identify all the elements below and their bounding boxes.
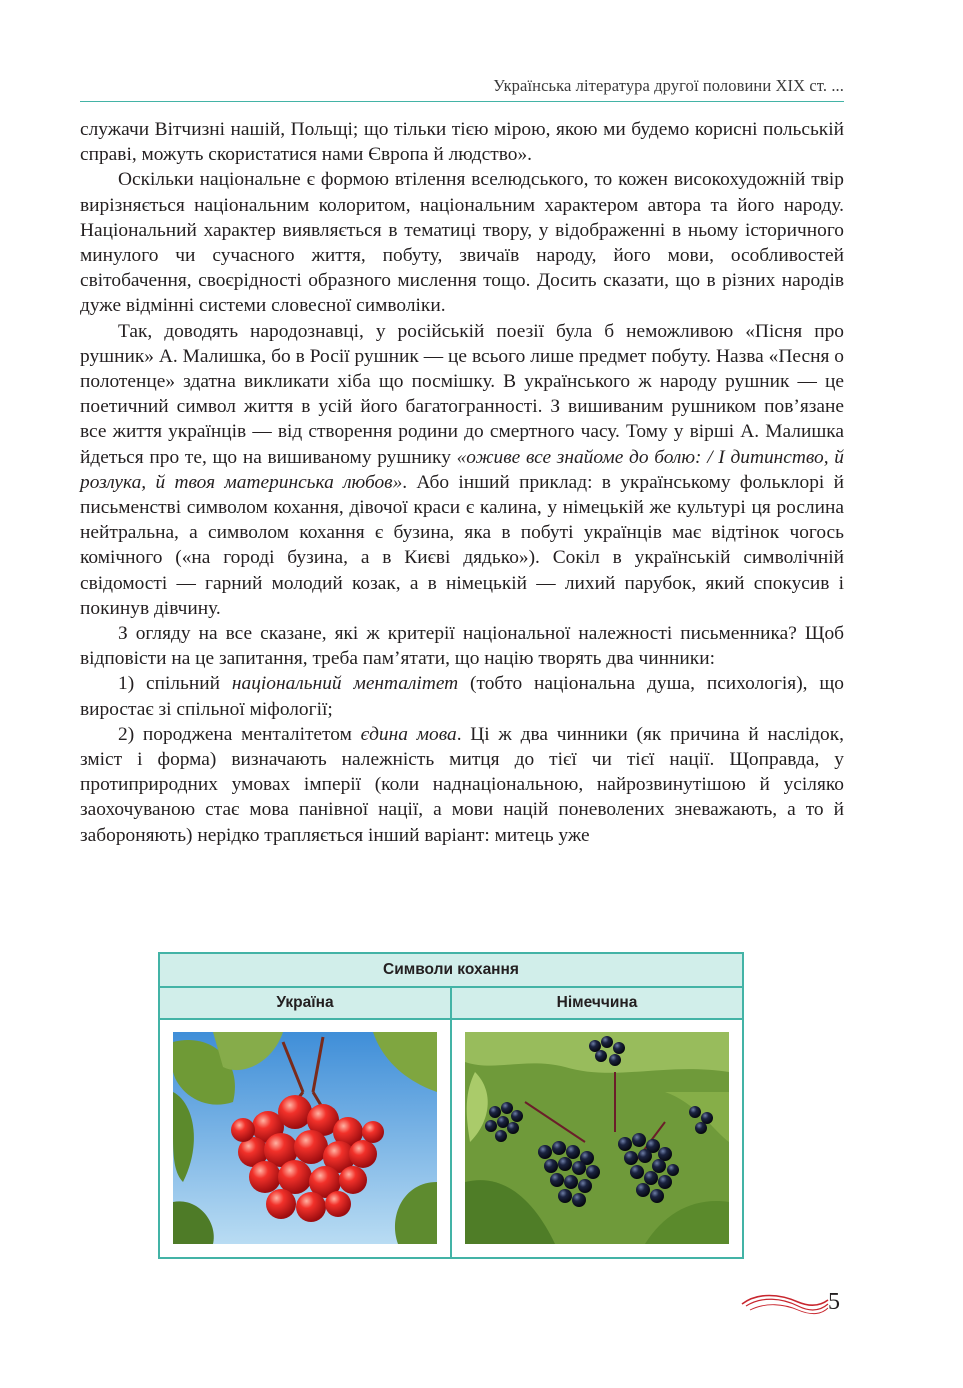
table-cell-ukraine bbox=[160, 1020, 452, 1257]
column-header-ukraine: Україна bbox=[160, 988, 452, 1020]
paragraph: служачи Вітчизні нашій, Польщі; що тільки тією мірою, якою ми будемо корисні польській справі, можуть скористатися нами Європа й людство». bbox=[80, 119, 844, 166]
term: національний менталітет bbox=[231, 673, 459, 695]
list-item: 2) породжена менталітетом єдина мова. Ці ж два чинники (як причина й наслідок, зміст і форма) визначають належність митця до тієї чи тієї нації. Щоправда, у протиприродних умовах імперії (коли наднаціональною, найрозвинутішою й усіляко заохочуваною стає мова панівної нації, а мови націй поневолених зневажають, а то й забороняють) нерідко трапляється інший варіант: митець уже bbox=[80, 723, 844, 846]
table-cell-germany bbox=[452, 1020, 742, 1257]
paragraph: Так, доводять народознавці, у російській поезії була б неможливою «Пісня про рушник» А. Малишка, бо в Росії рушник — це всього лише предмет побуту. Назва «Песня о полотенце» здатна викликати хіба що посмішку. В українського ж народу рушник — це поетичний символ життя в усій його багатогранності. З вишиваним рушником пов’язане все життя українців — від створення родини до смертного часу. Тому у вірші А. Малишка йдеться про те, що на вишиваному рушнику «оживе все знайоме до болю: / І дитинство, й розлука, й твоя материнська любов». Або інший приклад: в українському фольклорі й письменстві символом кохання, дівочої краси є калина, у німецькій же культурі ця рослина нейтральна, а символом кохання є бузина, яка в побуті українців має відтінок чогось комічного («на городі бузина, а в Києві дядько»). Сокіл в українській символічній свідомості — гарний молодий козак, а в німецькій — лихий парубок, який спокусив і покинув дівчину. bbox=[80, 320, 845, 619]
paragraph: З огляду на все сказане, які ж критерії національної належності письменника? Щоб відповісти на це запитання, треба пам’ятати, що націю творять два чинники: bbox=[80, 623, 844, 670]
page-number: 5 bbox=[828, 1289, 840, 1315]
table-title: Символи кохання bbox=[160, 954, 742, 988]
page-ornament-icon bbox=[740, 1290, 832, 1318]
quote: «оживе все знайоме до болю: / І дитинство, й розлука, й твоя материнська любов» bbox=[80, 446, 845, 493]
viburnum-berries-photo bbox=[173, 1032, 437, 1244]
symbols-table bbox=[158, 952, 744, 1259]
paragraph: Оскільки національне є формою втілення вселюдського, то кожен високохудожній твір вирізняється національним колоритом, національним характером автора та його народу. Національний характер виявляється в тематиці твору, у відображенні в ньому історичного минулого чи сучасного життя, побуту, звичаїв народу, його мови, особливостей світобачення, своєрідності образного мислення тощо. Досить сказати, що в різних народів дуже відмінні системи словесної символіки. bbox=[80, 169, 844, 317]
elderberry-photo bbox=[465, 1032, 729, 1244]
term: єдина мова bbox=[360, 723, 457, 745]
running-head: Українська література другої половини ХІХ ст. ... bbox=[493, 76, 844, 95]
body-text bbox=[80, 117, 844, 848]
column-header-germany: Німеччина bbox=[452, 988, 742, 1020]
list-item: 1) спільний національний менталітет (тобто національна душа, психологія), що виростає зі спільної міфології; bbox=[80, 673, 844, 720]
header-rule bbox=[80, 101, 844, 102]
